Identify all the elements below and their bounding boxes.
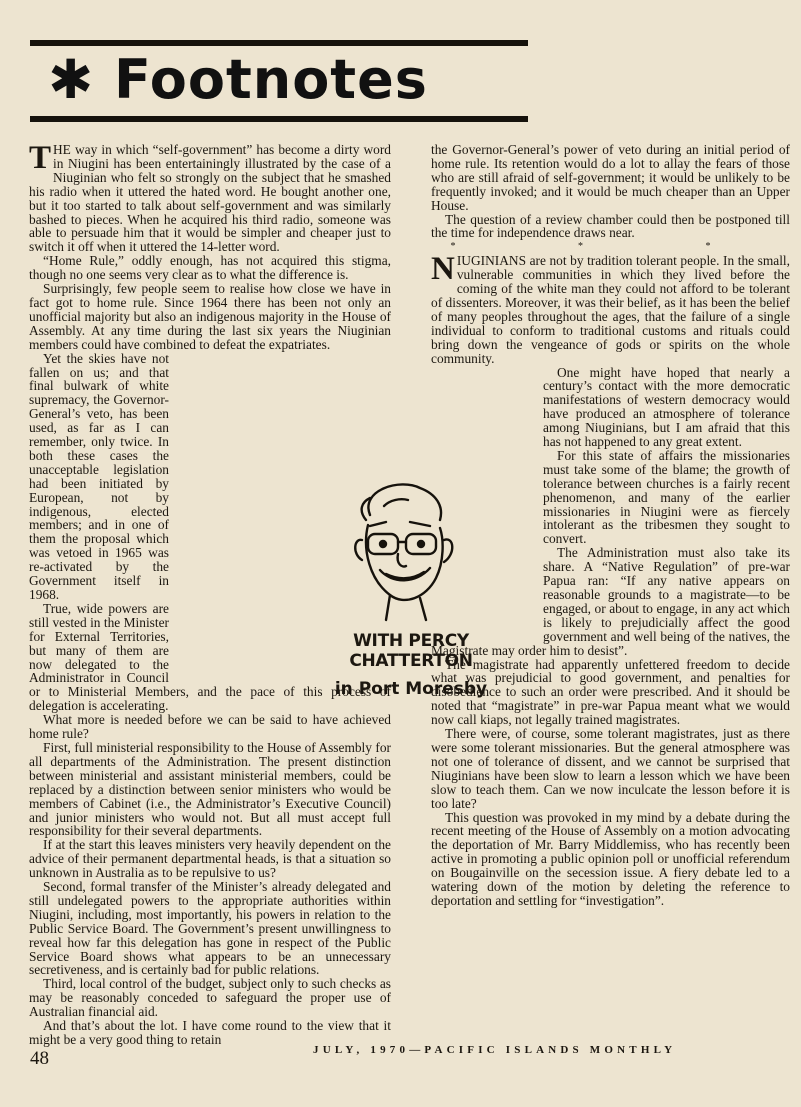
left-paragraph: Yet the skies have not fallen on us; and that final bulwark of white supremacy, the Governor-General’s veto, has been used, as far as I can remember, only twice. In both these cases the unacceptable legislation had been initiated by European, not by indigenous, elected members; and in one of them the proposal which was vetoed in 1965 was re-activated by the Government itself in 1968.: [29, 350, 169, 602]
left-paragraph: Surprisingly, few people seem to realise how close we have in fact got to home rule. Since 1964 there has been not only an unofficial majority but also an indigenous majority in the House of Assembly. At any time during the last six years the Niuginian members could have combined to defeat the expatriates.: [29, 281, 391, 352]
left-paragraph: “Home Rule,” oddly enough, has not acquired this stigma, though no one seems very clear as to what the difference is.: [29, 253, 391, 283]
page-title: ✱ Footnotes: [48, 48, 428, 111]
right-paragraph: the Governor-General’s power of veto during an initial period of home rule. Its retention would do a lot to allay the fears of those who are still afraid of self-government; it would be unlikely to be frequently invoked; and it would be much cheaper than an Upper House.: [431, 142, 790, 213]
left-paragraph: THE way in which “self-government” has become a dirty word in Niugini has been entertainingly illustrated by the case of a Niuginian who felt so strongly on the subject that he smashed his radio when it uttered the hated word. He bought another one, but it too started to talk about self-government and was similarly bashed to pieces. When he acquired his third radio, someone was able to persuade him that it would be simpler and cheaper just to switch it off when it uttered the 14-letter word.: [29, 140, 391, 255]
right-paragraph: One might have hoped that nearly a century’s contact with the more democratic manifestations of western democracy would have produced an atmosphere of tolerance among Niuginians, but I am afraid that this has not happened to any great extent.: [543, 364, 790, 450]
right-paragraph: For this state of affairs the missionaries must take some of the blame; the growth of tolerance between churches is a fairly recent phenomenon, and many of the earlier missionaries in Niugini were as fiercely intolerant as the tribesmen they sought to convert.: [543, 447, 790, 547]
header-rule-top: [30, 40, 528, 46]
left-paragraph: True, wide powers are still vested in the Minister for External Territories, but many of them are now delegated to the Administrator in Council or to Ministerial Members, and the pace of this process of delegation is accelerating.: [29, 600, 391, 714]
page-number: 48: [30, 1048, 49, 1069]
right-paragraph: The question of a review chamber could then be postponed till the time for independence draws near.: [431, 211, 790, 241]
left-paragraph: First, full ministerial responsibility to the House of Assembly for all departments of the Administration. The present distinction between ministerial and assistant ministerial members, could be replaced by a distinction between senior ministers who would be members of Cabinet (i.e., the Administrator’s Executive Council) and junior ministers who would not. But all must accept full responsibility for their several departments.: [29, 739, 391, 839]
byline-author: WITH PERCY CHATTERTON: [349, 631, 473, 671]
dropcap-letter: T: [29, 140, 52, 176]
right-paragraph: The Administration must also take its share. A “Native Regulation” of pre-war Papua ran: “If any native appears on reasonable grounds to a magistrate—to be engaged, or about to engage, in any act which is likely to prejudicially affect the good government and well being of the natives, the Magistrate may order him to desist”.: [431, 545, 790, 658]
right-paragraph: This question was provoked in my mind by a debate during the recent meeting of the House of Assembly on a motion advocating the deportation of Mr. Barry Middlemiss, who has recently been active in promoting a public opinion poll or unofficial referendum on Bougainville on the secession issue. A fiery debate led to a watering down of the motion by deleting the reference to deportation and settling for “investigation”.: [431, 809, 790, 908]
left-paragraph: What more is needed before we can be said to have achieved home rule?: [29, 712, 391, 742]
right-paragraph: NIUGINIANS are not by tradition tolerant people. In the small, vulnerable communities in which they lived before the coming of the white man they could not afford to be tolerant of dissenters. Moreover, it was their belief, as it has been the belief of many peoples throughout the ages, that the failure of a single individual to conform to traditional customs and rituals could bring down the vengeance of gods or spirits on the whole community.: [431, 251, 790, 366]
left-paragraph: And that’s about the lot. I have come round to the view that it might be a very good thing to retain: [29, 1018, 391, 1047]
left-paragraph: If at the start this leaves ministers very heavily dependent on the advice of their permanent departmental heads, is that a situation so unknown in Australia as to be repulsive to us?: [29, 837, 391, 881]
right-column: [431, 143, 790, 908]
byline: [302, 631, 520, 699]
left-paragraph: Second, formal transfer of the Minister’s already delegated and still undelegated powers to the appropriate authorities within Niugini, including, most importantly, his powers in relation to the Public Service Board. The Government’s present unwillingness to reveal how far this delegation has gone in respect of the Public Service Board shows what appears to be an unnecessary secretiveness, and is certainly bad for public relations.: [29, 879, 391, 978]
section-separator: * * *: [450, 241, 771, 253]
page-footer: [30, 1040, 795, 1070]
author-caricature: [340, 470, 468, 628]
dropcap-letter: N: [431, 251, 455, 288]
right-paragraph: The magistrate had apparently unfettered freedom to decide what was prejudicial to good government, and penalties for disobedience to such an order were prescribed. And it should be noted that “magistrate” in pre-war Papua meant what we would now call kiaps, not legally trained magistrates.: [431, 656, 790, 728]
left-column: [29, 140, 391, 1047]
header-rule-bottom: [30, 116, 528, 122]
footer-publication: JULY, 1970—PACIFIC ISLANDS MONTHLY: [313, 1044, 677, 1056]
byline-place: in Port Moresby: [334, 679, 488, 699]
left-paragraph: Third, local control of the budget, subject only to such checks as may be reasonably conceded to safeguard the proper use of Australian financial aid.: [29, 976, 391, 1020]
right-paragraph: There were, of course, some tolerant magistrates, just as there were some tolerant missionaries. But the general atmosphere was not one of tolerance of dissent, and we cannot be surprised that Niuginians have been slow to learn a lesson which we have been slow to teach them. Can we now inculcate the lesson before it is too late?: [431, 726, 790, 811]
